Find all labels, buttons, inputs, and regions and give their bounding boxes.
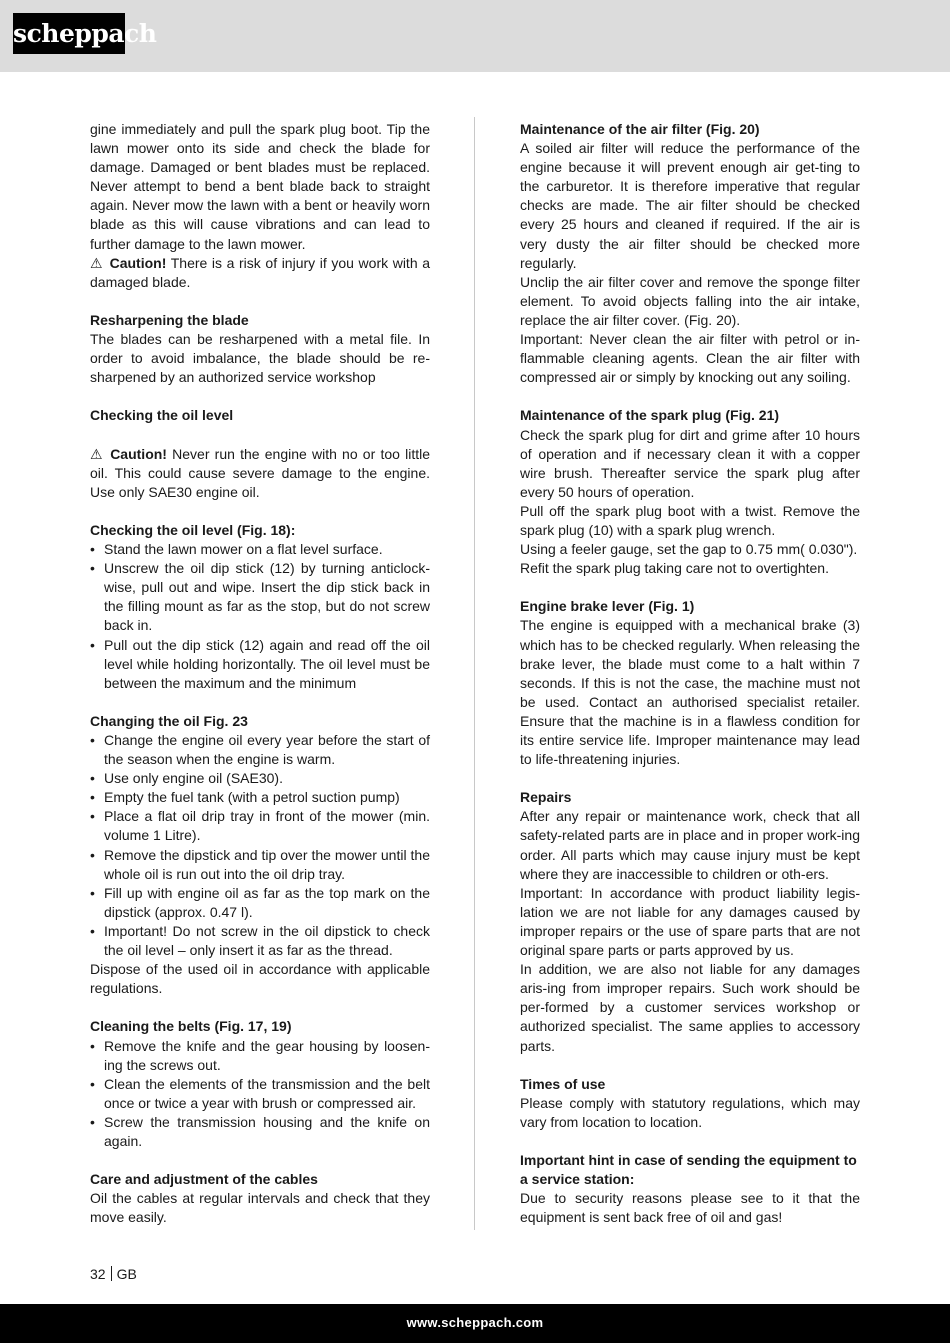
website-link[interactable]: www.scheppach.com bbox=[406, 1315, 544, 1330]
brake-lever-text: The engine is equipped with a mechanical brake (3) which has to be checked regularly. When releasing the brake lever, the blade must come to a halt within 7 seconds. If this is not the case, the machine must not be used. Contact an authorised specialist retailer. Ensure that the machine is in a flawless condition for its entire service life. Improper maintenance may lead to life-threatening injuries. bbox=[520, 617, 860, 768]
intro-paragraph: gine immediately and pull the spark plug boot. Tip the lawn mower onto its side and check the blade for damage. Damaged or bent blades must be replaced. Never attempt to bend a bent blade back to straight again. Never mow the lawn with a bent or heavily worn blade as this will cause vibrations and can lead to further damage to the lawn mower. bbox=[90, 121, 430, 252]
scheppach-logo: scheppach bbox=[13, 13, 125, 54]
list-item: • Remove the knife and the gear housing by loosen-ing the screws out. bbox=[90, 1037, 430, 1075]
repairs-text-2: Important: In accordance with product liability legis-lation we are not liable for any damages caused by improper repairs or the use of spare parts that are not original spare parts or parts approved by us. bbox=[520, 884, 860, 959]
heading-oil-level-fig: Checking the oil level (Fig. 18): bbox=[90, 521, 296, 538]
caution-blade bbox=[90, 254, 430, 292]
page-number bbox=[90, 1266, 137, 1282]
heading-changing-oil: Changing the oil Fig. 23 bbox=[90, 712, 248, 729]
heading-times-of-use: Times of use bbox=[520, 1075, 606, 1092]
page-number-value: 32 bbox=[90, 1266, 106, 1282]
list-item: • Fill up with engine oil as far as the top mark on the dipstick (approx. 0.47 l). bbox=[90, 884, 430, 922]
list-item: • Pull out the dip stick (12) again and read off the oil level while holding horizontally. The oil level must be between the maximum and the minimum bbox=[90, 636, 430, 693]
caution-text: Never run the engine with no or too little oil. This could cause severe damage to the engine. Use only SAE30 engine oil. bbox=[90, 445, 430, 500]
caution-oil bbox=[90, 445, 430, 502]
heading-oil-level: Checking the oil level bbox=[90, 407, 234, 424]
times-of-use-text: Please comply with statutory regulations, which may vary from location to location. bbox=[520, 1094, 860, 1130]
resharpening-text: The blades can be resharpened with a metal file. In order to avoid imbalance, the blade should be re-sharpened by an authorized service workshop bbox=[90, 331, 430, 386]
list-item: • Stand the lawn mower on a flat level surface. bbox=[90, 540, 430, 559]
footer-bar bbox=[0, 1304, 950, 1343]
list-item: • Change the engine oil every year before the start of the season when the engine is warm. bbox=[90, 731, 430, 769]
caution-label: Caution! bbox=[110, 445, 167, 462]
oil-check-list bbox=[90, 540, 430, 693]
list-item: • Unscrew the oil dip stick (12) by turning anticlock-wise, pull out and wipe. Insert the dip stick back in the filling mount as far as the stop, but do not screw back in. bbox=[90, 559, 430, 635]
air-filter-text-2: Unclip the air filter cover and remove the sponge filter element. To avoid objects falling into the air intake, replace the air filter cover. (Fig. 20). bbox=[520, 273, 860, 328]
heading-brake-lever: Engine brake lever (Fig. 1) bbox=[520, 598, 695, 615]
heading-cables: Care and adjustment of the cables bbox=[90, 1171, 318, 1188]
air-filter-text-1: A soiled air filter will reduce the performance of the engine because it will prevent enough air get-ting to the carburetor. It is therefore imperative that regular checks are made. The air filter should be checked every 25 hours and cleaned if required. If the air is very dusty the air filter should be checked more regularly. bbox=[520, 140, 860, 271]
heading-service-hint: Important hint in case of sending the equipment to a service station: bbox=[520, 1152, 857, 1188]
belts-list bbox=[90, 1037, 430, 1152]
header-bar bbox=[0, 0, 950, 72]
heading-spark-plug: Maintenance of the spark plug (Fig. 21) bbox=[520, 407, 780, 424]
list-item: • Empty the fuel tank (with a petrol suction pump) bbox=[90, 788, 430, 807]
repairs-text-1: After any repair or maintenance work, check that all safety-related parts are in place and in proper work-ing order. All parts which may cause injury must be kept where they are inaccessible to children or oth-ers. bbox=[520, 808, 860, 882]
dispose-oil-text: Dispose of the used oil in accordance with applicable regulations. bbox=[90, 961, 430, 997]
column-divider bbox=[474, 117, 475, 1230]
cables-text: Oil the cables at regular intervals and check that they move easily. bbox=[90, 1190, 430, 1226]
heading-cleaning-belts: Cleaning the belts (Fig. 17, 19) bbox=[90, 1018, 292, 1035]
page-separator bbox=[111, 1266, 112, 1281]
repairs-text-3: In addition, we are also not liable for any damages aris-ing from improper repairs. Such work should be per-formed by a customer services workshop or authorized specialist. The same applies to accessory parts. bbox=[520, 961, 860, 1054]
caution-text: There is a risk of injury if you work with a damaged blade. bbox=[90, 254, 430, 290]
caution-label: Caution! bbox=[109, 254, 167, 271]
list-item: • Remove the dipstick and tip over the mower until the whole oil is run out into the oil drip tray. bbox=[90, 846, 430, 884]
warning-icon: ⚠ bbox=[90, 254, 103, 271]
heading-repairs: Repairs bbox=[520, 789, 572, 806]
spark-plug-text-1: Check the spark plug for dirt and grime after 10 hours of operation and if necessary clean it with a copper wire brush. Thereafter service the spark plug after every 50 hours of operation. bbox=[520, 426, 860, 500]
list-item: • Screw the transmission housing and the knife on again. bbox=[90, 1113, 430, 1151]
list-item: • Place a flat oil drip tray in front of the mower (min. volume 1 Litre). bbox=[90, 807, 430, 845]
air-filter-text-3: Important: Never clean the air filter with petrol or in-flammable cleaning agents. Clean the air filter with compressed air or simply by knocking out any soiling. bbox=[520, 331, 860, 386]
heading-resharpening: Resharpening the blade bbox=[90, 311, 249, 328]
list-item: • Clean the elements of the transmission and the belt once or twice a year with brush or compressed air. bbox=[90, 1075, 430, 1113]
oil-change-list bbox=[90, 731, 430, 960]
list-item: • Use only engine oil (SAE30). bbox=[90, 769, 430, 788]
page-language: GB bbox=[116, 1266, 137, 1282]
spark-plug-text-4: Refit the spark plug taking care not to overtighten. bbox=[520, 560, 829, 577]
list-item: • Important! Do not screw in the oil dipstick to check the oil level – only insert it as far as the thread. bbox=[90, 922, 430, 960]
service-hint-text: Due to security reasons please see to it that the equipment is sent back free of oil and gas! bbox=[520, 1190, 860, 1226]
left-column bbox=[90, 120, 430, 1227]
spark-plug-text-2: Pull off the spark plug boot with a twist. Remove the spark plug (10) with a spark plug wrench. bbox=[520, 502, 860, 538]
spark-plug-text-3: Using a feeler gauge, set the gap to 0.75 mm( 0.030"). bbox=[520, 541, 858, 558]
right-column bbox=[520, 120, 860, 1227]
heading-air-filter: Maintenance of the air filter (Fig. 20) bbox=[520, 121, 760, 137]
warning-icon: ⚠ bbox=[90, 445, 103, 462]
